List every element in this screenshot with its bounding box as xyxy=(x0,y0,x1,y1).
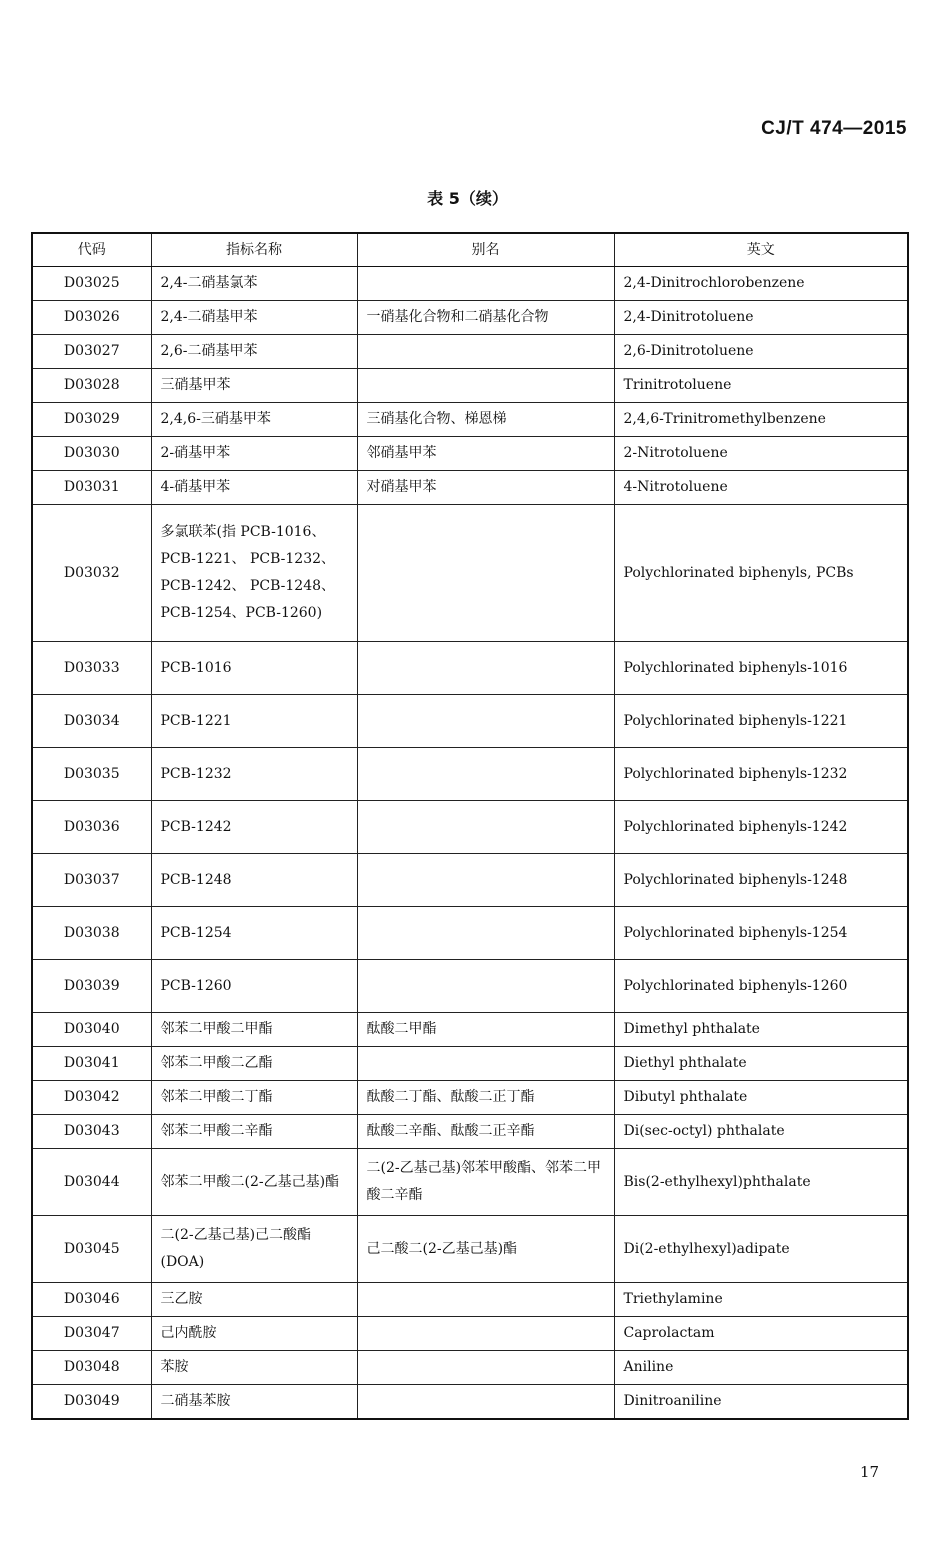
cell-english: Caprolactam xyxy=(614,1317,908,1351)
cell-alias: 一硝基化合物和二硝基化合物 xyxy=(357,301,614,335)
cell-alias xyxy=(357,642,614,695)
cell-alias xyxy=(357,335,614,369)
cell-indicator-name: 2,4-二硝基氯苯 xyxy=(151,267,357,301)
cell-indicator-name: 2,4,6-三硝基甲苯 xyxy=(151,403,357,437)
cell-alias: 二(2-乙基己基)邻苯甲酸酯、邻苯二甲酸二辛酯 xyxy=(357,1149,614,1216)
table-row xyxy=(32,1216,908,1283)
cell-indicator-name: 邻苯二甲酸二丁酯 xyxy=(151,1081,357,1115)
cell-english: Dimethyl phthalate xyxy=(614,1013,908,1047)
cell-indicator-name: PCB-1221 xyxy=(151,695,357,748)
table-row xyxy=(32,642,908,695)
cell-english: 4-Nitrotoluene xyxy=(614,471,908,505)
cell-alias: 酞酸二甲酯 xyxy=(357,1013,614,1047)
cell-indicator-name: 己内酰胺 xyxy=(151,1317,357,1351)
table-header-row xyxy=(32,233,908,267)
cell-alias: 酞酸二丁酯、酞酸二正丁酯 xyxy=(357,1081,614,1115)
cell-alias xyxy=(357,267,614,301)
table-row xyxy=(32,960,908,1013)
cell-english: 2,4-Dinitrochlorobenzene xyxy=(614,267,908,301)
table-row xyxy=(32,1081,908,1115)
cell-alias xyxy=(357,960,614,1013)
cell-indicator-name: 2,6-二硝基甲苯 xyxy=(151,335,357,369)
cell-code: D03038 xyxy=(32,907,151,960)
table-row xyxy=(32,301,908,335)
cell-indicator-name: PCB-1260 xyxy=(151,960,357,1013)
table-row xyxy=(32,801,908,854)
cell-alias: 己二酸二(2-乙基己基)酯 xyxy=(357,1216,614,1283)
cell-english: Polychlorinated biphenyls-1242 xyxy=(614,801,908,854)
cell-english: 2,6-Dinitrotoluene xyxy=(614,335,908,369)
cell-alias xyxy=(357,1351,614,1385)
table-row xyxy=(32,437,908,471)
cell-indicator-name: 邻苯二甲酸二乙酯 xyxy=(151,1047,357,1081)
cell-code: D03048 xyxy=(32,1351,151,1385)
cell-indicator-name: PCB-1242 xyxy=(151,801,357,854)
cell-code: D03029 xyxy=(32,403,151,437)
cell-english: Di(sec-octyl) phthalate xyxy=(614,1115,908,1149)
cell-indicator-name: PCB-1248 xyxy=(151,854,357,907)
cell-english: Polychlorinated biphenyls-1248 xyxy=(614,854,908,907)
cell-english: Polychlorinated biphenyls-1260 xyxy=(614,960,908,1013)
table-title: 表 5（续） xyxy=(427,189,508,208)
cell-english: Polychlorinated biphenyls-1016 xyxy=(614,642,908,695)
cell-code: D03040 xyxy=(32,1013,151,1047)
cell-indicator-name: 三乙胺 xyxy=(151,1283,357,1317)
cell-english: Di(2-ethylhexyl)adipate xyxy=(614,1216,908,1283)
cell-alias xyxy=(357,748,614,801)
table-row xyxy=(32,1047,908,1081)
table-row xyxy=(32,1013,908,1047)
cell-english: Diethyl phthalate xyxy=(614,1047,908,1081)
standard-code: CJ/T 474—2015 xyxy=(761,118,907,139)
cell-indicator-name: 二硝基苯胺 xyxy=(151,1385,357,1420)
cell-code: D03046 xyxy=(32,1283,151,1317)
cell-code: D03039 xyxy=(32,960,151,1013)
table-row xyxy=(32,1385,908,1420)
cell-code: D03031 xyxy=(32,471,151,505)
column-header-indicator-name: 指标名称 xyxy=(151,233,357,267)
table-row xyxy=(32,267,908,301)
cell-code: D03044 xyxy=(32,1149,151,1216)
cell-english: Aniline xyxy=(614,1351,908,1385)
cell-alias: 邻硝基甲苯 xyxy=(357,437,614,471)
cell-english: Triethylamine xyxy=(614,1283,908,1317)
cell-code: D03045 xyxy=(32,1216,151,1283)
cell-code: D03047 xyxy=(32,1317,151,1351)
cell-alias xyxy=(357,1283,614,1317)
cell-alias xyxy=(357,1385,614,1420)
table-row xyxy=(32,1351,908,1385)
table-row xyxy=(32,1317,908,1351)
column-header-english: 英文 xyxy=(614,233,908,267)
table-row xyxy=(32,1149,908,1216)
cell-indicator-name: 邻苯二甲酸二辛酯 xyxy=(151,1115,357,1149)
cell-alias: 酞酸二辛酯、酞酸二正辛酯 xyxy=(357,1115,614,1149)
cell-english: Trinitrotoluene xyxy=(614,369,908,403)
cell-indicator-name: 邻苯二甲酸二(2-乙基己基)酯 xyxy=(151,1149,357,1216)
cell-english: Polychlorinated biphenyls, PCBs xyxy=(614,505,908,642)
cell-english: Polychlorinated biphenyls-1232 xyxy=(614,748,908,801)
cell-code: D03049 xyxy=(32,1385,151,1420)
column-header-alias: 别名 xyxy=(357,233,614,267)
cell-alias xyxy=(357,907,614,960)
cell-indicator-name: 苯胺 xyxy=(151,1351,357,1385)
cell-code: D03036 xyxy=(32,801,151,854)
column-header-code: 代码 xyxy=(32,233,151,267)
cell-code: D03025 xyxy=(32,267,151,301)
cell-code: D03033 xyxy=(32,642,151,695)
cell-indicator-name: 多氯联苯(指 PCB-1016、PCB-1221、 PCB-1232、PCB-1242、 PCB-1248、PCB-1254、PCB-1260) xyxy=(151,505,357,642)
cell-code: D03030 xyxy=(32,437,151,471)
cell-indicator-name: 邻苯二甲酸二甲酯 xyxy=(151,1013,357,1047)
cell-indicator-name: 二(2-乙基己基)己二酸酯(DOA) xyxy=(151,1216,357,1283)
table-row xyxy=(32,335,908,369)
cell-code: D03035 xyxy=(32,748,151,801)
cell-code: D03043 xyxy=(32,1115,151,1149)
cell-code: D03032 xyxy=(32,505,151,642)
cell-english: Polychlorinated biphenyls-1254 xyxy=(614,907,908,960)
cell-indicator-name: 2,4-二硝基甲苯 xyxy=(151,301,357,335)
table-row xyxy=(32,748,908,801)
cell-code: D03027 xyxy=(32,335,151,369)
table-row xyxy=(32,369,908,403)
cell-english: 2,4,6-Trinitromethylbenzene xyxy=(614,403,908,437)
cell-code: D03028 xyxy=(32,369,151,403)
cell-indicator-name: 2-硝基甲苯 xyxy=(151,437,357,471)
cell-indicator-name: PCB-1232 xyxy=(151,748,357,801)
cell-code: D03034 xyxy=(32,695,151,748)
table-row xyxy=(32,907,908,960)
cell-alias xyxy=(357,801,614,854)
cell-alias: 对硝基甲苯 xyxy=(357,471,614,505)
cell-english: Dibutyl phthalate xyxy=(614,1081,908,1115)
table-row xyxy=(32,403,908,437)
cell-alias xyxy=(357,1047,614,1081)
cell-indicator-name: 4-硝基甲苯 xyxy=(151,471,357,505)
cell-english: Polychlorinated biphenyls-1221 xyxy=(614,695,908,748)
page-number: 17 xyxy=(860,1463,880,1481)
cell-english: 2-Nitrotoluene xyxy=(614,437,908,471)
cell-alias xyxy=(357,695,614,748)
cell-indicator-name: 三硝基甲苯 xyxy=(151,369,357,403)
cell-code: D03026 xyxy=(32,301,151,335)
table-row xyxy=(32,695,908,748)
cell-indicator-name: PCB-1016 xyxy=(151,642,357,695)
cell-code: D03041 xyxy=(32,1047,151,1081)
cell-english: Bis(2-ethylhexyl)phthalate xyxy=(614,1149,908,1216)
cell-english: 2,4-Dinitrotoluene xyxy=(614,301,908,335)
cell-indicator-name: PCB-1254 xyxy=(151,907,357,960)
cell-alias xyxy=(357,1317,614,1351)
cell-alias xyxy=(357,505,614,642)
cell-alias xyxy=(357,369,614,403)
table-row xyxy=(32,505,908,642)
cell-alias: 三硝基化合物、梯恩梯 xyxy=(357,403,614,437)
table-row xyxy=(32,854,908,907)
table-row xyxy=(32,1283,908,1317)
indicator-table xyxy=(31,232,909,1420)
cell-code: D03037 xyxy=(32,854,151,907)
cell-alias xyxy=(357,854,614,907)
table-row xyxy=(32,471,908,505)
table-row xyxy=(32,1115,908,1149)
cell-code: D03042 xyxy=(32,1081,151,1115)
cell-english: Dinitroaniline xyxy=(614,1385,908,1420)
table-body xyxy=(32,267,908,1420)
